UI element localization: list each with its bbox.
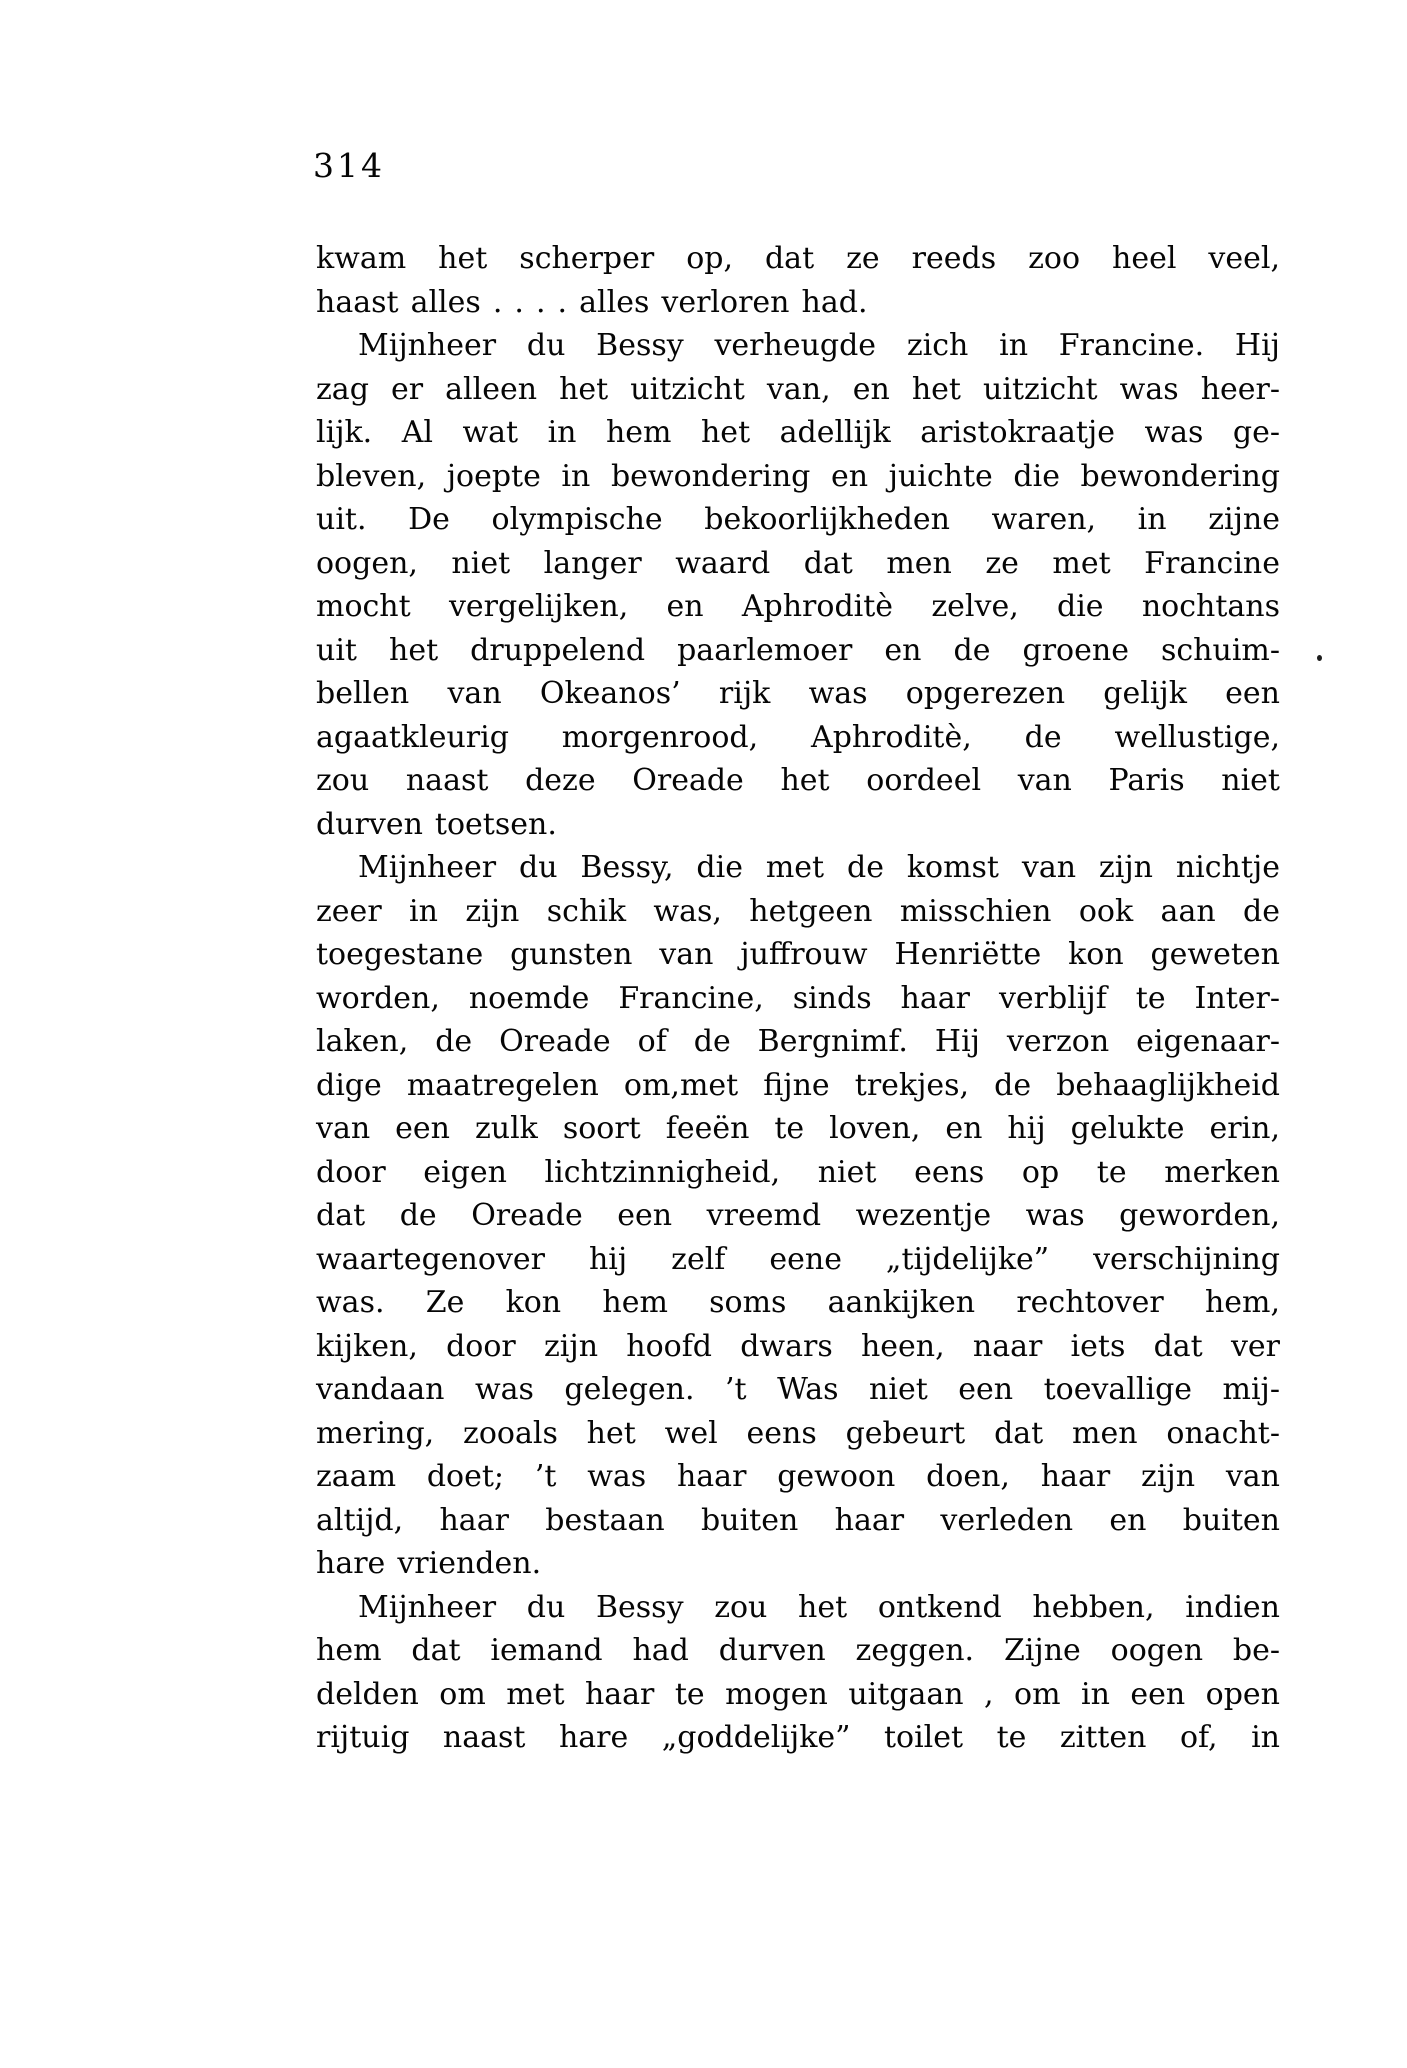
text-line: zaam doet; ’t was haar gewoon doen, haar zijn van: [316, 1459, 1280, 1494]
text-line: worden, noemde Francine, sinds haar verblijf te Inter-: [316, 980, 1280, 1016]
text-line: dige maatregelen om,met fijne trekjes, de behaaglijkheid: [316, 1067, 1280, 1103]
page-number: 314: [313, 146, 385, 185]
text-line: zou naast deze Oreade het oordeel van Paris niet: [316, 763, 1280, 798]
text-line: zag er alleen het uitzicht van, en het uitzicht was heer-: [316, 371, 1280, 407]
text-line: door eigen lichtzinnigheid, niet eens op te merken: [316, 1154, 1280, 1190]
text-line: hare vrienden.: [316, 1546, 542, 1581]
text-line: kijken, door zijn hoofd dwars heen, naar iets dat ver: [316, 1328, 1280, 1364]
text-line: bleven, joepte in bewondering en juichte die bewondering: [316, 458, 1280, 494]
text-line: uit. De olympische bekoorlijkheden waren, in zijne: [316, 502, 1280, 537]
text-line: mocht vergelijken, en Aphroditè zelve, die nochtans: [316, 589, 1280, 624]
text-line: laken, de Oreade of de Bergnimf. Hij verzon eigenaar-: [316, 1024, 1280, 1059]
text-line: altijd, haar bestaan buiten haar verleden en buiten: [316, 1502, 1280, 1538]
text-line: waartegenover hij zelf eene „tijdelijke” verschijning: [316, 1241, 1280, 1277]
text-line: dat de Oreade een vreemd wezentje was geworden,: [316, 1198, 1280, 1233]
text-line: uit het druppelend paarlemoer en de groene schuim-: [316, 632, 1280, 668]
text-line: hem dat iemand had durven zeggen. Zijne oogen be-: [316, 1633, 1280, 1668]
text-line: bellen van Okeanos’ rijk was opgerezen gelijk een: [316, 676, 1280, 711]
text-line: rijtuig naast hare „goddelijke” toilet te zitten of, in: [316, 1720, 1280, 1755]
text-line: was. Ze kon hem soms aankijken rechtover hem,: [316, 1285, 1280, 1320]
scan-artifact-dot: [1317, 655, 1322, 661]
text-line: van een zulk soort feeën te loven, en hij gelukte erin,: [316, 1111, 1280, 1146]
text-line: kwam het scherper op, dat ze reeds zoo heel veel,: [316, 241, 1280, 276]
text-line: haast alles . . . . alles verloren had.: [316, 284, 868, 320]
text-line: durven toetsen.: [316, 806, 557, 842]
text-line: lijk. Al wat in hem het adellijk aristokraatje was ge-: [316, 415, 1280, 450]
page-text: [316, 237, 1280, 1760]
text-line: zeer in zijn schik was, hetgeen misschien ook aan de: [316, 893, 1280, 929]
text-line: Mijnheer du Bessy zou het ontkend hebben, indien: [358, 1589, 1280, 1625]
text-line: Mijnheer du Bessy, die met de komst van zijn nichtje: [358, 850, 1280, 885]
text-line: toegestane gunsten van juffrouw Henriëtte kon geweten: [316, 937, 1280, 972]
text-line: vandaan was gelegen. ’t Was niet een toevallige mij-: [316, 1372, 1280, 1407]
text-line: agaatkleurig morgenrood, Aphroditè, de wellustige,: [316, 719, 1280, 755]
text-line: Mijnheer du Bessy verheugde zich in Francine. Hij: [358, 328, 1280, 363]
text-line: oogen, niet langer waard dat men ze met Francine: [316, 545, 1280, 581]
text-line: delden om met haar te mogen uitgaan , om in een open: [316, 1676, 1280, 1712]
text-line: mering, zooals het wel eens gebeurt dat men onacht-: [316, 1415, 1280, 1451]
